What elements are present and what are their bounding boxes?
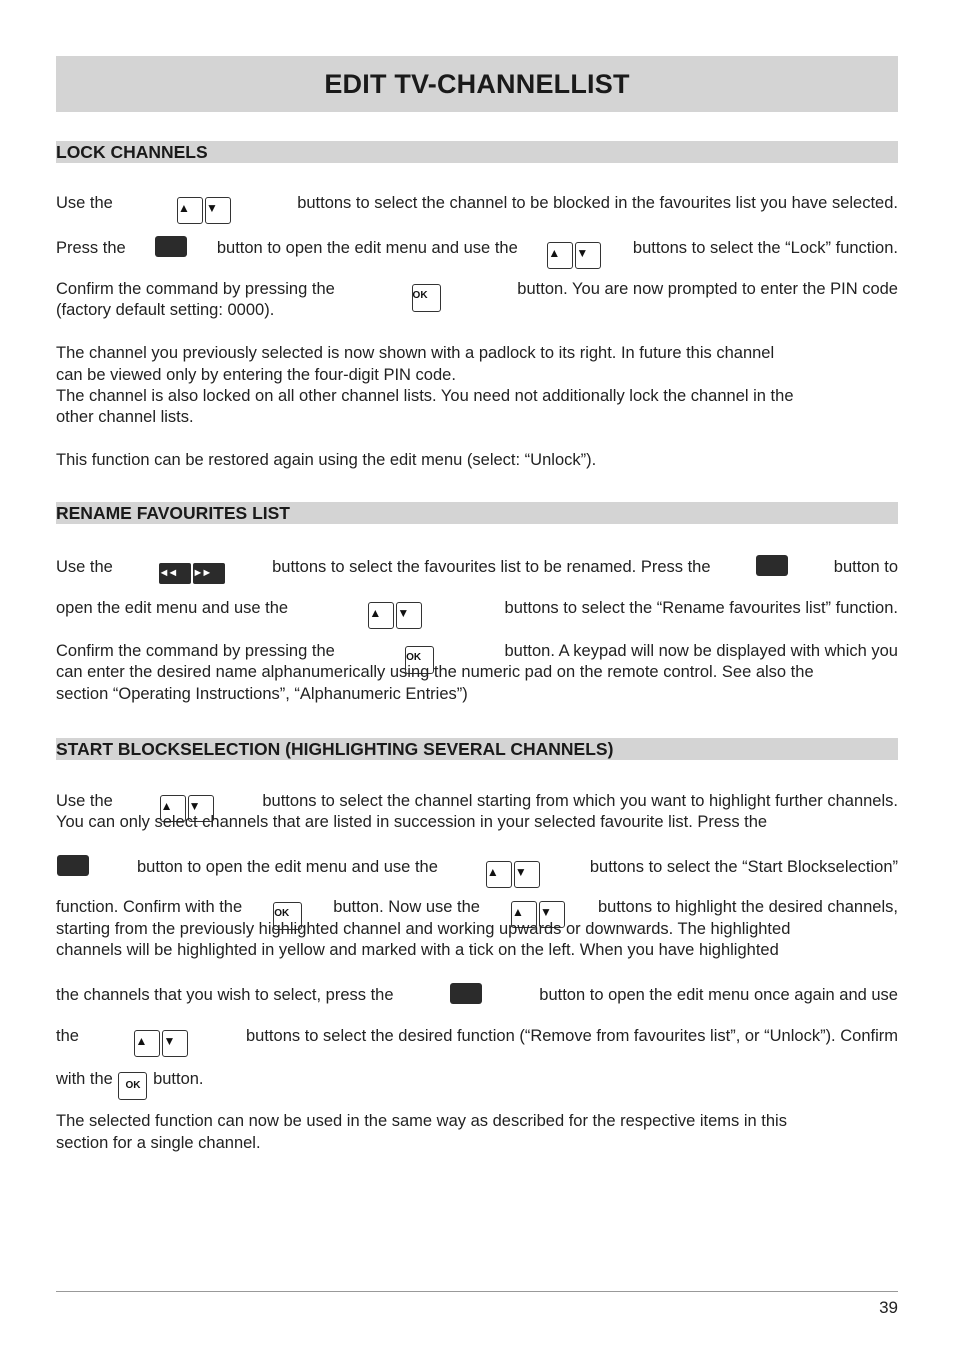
text-line: Press the button to open the edit menu and use the ▲ ▼ buttons to select the “Lock” function.: [56, 236, 898, 269]
up-arrow-icon: ▲: [511, 901, 537, 928]
text-line: starting from the previously highlighted channel and working upwards or downwards. The highlighted: [56, 920, 791, 938]
menu-dot-key: [155, 236, 187, 263]
text-line: section “Operating Instructions”, “Alphanumeric Entries”): [56, 685, 468, 703]
ok-icon: OK: [118, 1072, 147, 1100]
text-line: You can only select channels that are listed in succession in your selected favourite list. Press the: [56, 813, 768, 831]
text-line: open the edit menu and use the ▲ ▼ buttons to select the “Rename favourites list” function.: [56, 598, 898, 629]
ok-icon: OK: [273, 902, 302, 930]
section-heading-start-blockselection: START BLOCKSELECTION (HIGHLIGHTING SEVERAL CHANNELS): [56, 738, 898, 760]
down-arrow-icon: ▼: [188, 795, 214, 822]
text-line: The selected function can now be used in the same way as described for the respective items in this: [56, 1112, 787, 1130]
text-line: with the OK button.: [56, 1069, 898, 1100]
up-down-keys: [547, 242, 603, 269]
down-arrow-icon: ▼: [539, 901, 565, 928]
footer-divider: [56, 1291, 898, 1292]
section-heading-lock-channels: LOCK CHANNELS: [56, 141, 898, 163]
up-down-keys: [177, 197, 233, 224]
text-line: channels will be highlighted in yellow and marked with a tick on the left. When you have highlighted: [56, 941, 779, 959]
ok-icon: OK: [412, 284, 441, 312]
up-down-keys: [486, 861, 542, 888]
ok-icon: OK: [405, 646, 434, 674]
menu-dot-icon: [756, 555, 788, 576]
up-arrow-icon: ▲: [547, 242, 573, 269]
left-right-keys: [159, 561, 227, 584]
text-line: the channels that you wish to select, press the button to open the edit menu once again and use: [56, 983, 898, 1010]
up-down-keys: [368, 602, 424, 629]
text-line: the ▲ ▼ buttons to select the desired function (“Remove from favourites list”, or “Unlock”). Confirm: [56, 1026, 898, 1057]
text-line: Use the ▲ ▼ buttons to select the channel to be blocked in the favourites list you have selected.: [56, 193, 898, 224]
text-line: (factory default setting: 0000).: [56, 301, 275, 319]
left-arrow-icon: ◄◄: [159, 563, 191, 584]
up-arrow-icon: ▲: [486, 861, 512, 888]
down-arrow-icon: ▼: [396, 602, 422, 629]
ok-key: [118, 1072, 147, 1100]
text-line: can enter the desired name alphanumerically using the numeric pad on the remote control. See also the: [56, 663, 814, 681]
page-number: 39: [879, 1298, 898, 1317]
menu-dot-icon: [155, 236, 187, 257]
text-line: other channel lists.: [56, 408, 194, 426]
section-heading-rename-favourites-list: RENAME FAVOURITES LIST: [56, 502, 898, 524]
right-arrow-icon: ►►: [193, 563, 225, 584]
up-arrow-icon: ▲: [177, 197, 203, 224]
text-line: Use the ◄◄ ►► buttons to select the favourites list to be renamed. Press the button to: [56, 555, 898, 584]
menu-dot-icon: [450, 983, 482, 1004]
down-arrow-icon: ▼: [205, 197, 231, 224]
down-arrow-icon: ▼: [162, 1030, 188, 1057]
up-arrow-icon: ▲: [134, 1030, 160, 1057]
up-arrow-icon: ▲: [368, 602, 394, 629]
menu-dot-key: [756, 555, 788, 582]
down-arrow-icon: ▼: [575, 242, 601, 269]
text-line: Use the ▲ ▼ buttons to select the channel starting from which you want to highlight further channels.: [56, 791, 898, 822]
text-line: The channel is also locked on all other channel lists. You need not additionally lock the channel in the: [56, 387, 794, 405]
menu-dot-icon: [57, 855, 89, 876]
text-line: The channel you previously selected is now shown with a padlock to its right. In future this channel: [56, 344, 775, 362]
text-line: section for a single channel.: [56, 1134, 261, 1152]
page-title: EDIT TV-CHANNELLIST: [56, 56, 898, 112]
up-arrow-icon: ▲: [160, 795, 186, 822]
text-line: can be viewed only by entering the four-digit PIN code.: [56, 366, 456, 384]
text-line: This function can be restored again using the edit menu (select: “Unlock”).: [56, 451, 597, 469]
menu-dot-key: [450, 983, 482, 1010]
up-down-keys: [134, 1030, 190, 1057]
text-line: Confirm the command by pressing the OK button. You are now prompted to enter the PIN code: [56, 279, 898, 312]
text-line: button to open the edit menu and use the ▲ ▼ buttons to select the “Start Blockselection”: [56, 855, 898, 888]
down-arrow-icon: ▼: [514, 861, 540, 888]
menu-dot-key: [57, 855, 89, 882]
text-line: function. Confirm with the OK button. Now use the ▲ ▼ buttons to highlight the desired channels,: [56, 897, 898, 930]
text-line: Confirm the command by pressing the OK button. A keypad will now be displayed with which you: [56, 641, 898, 674]
